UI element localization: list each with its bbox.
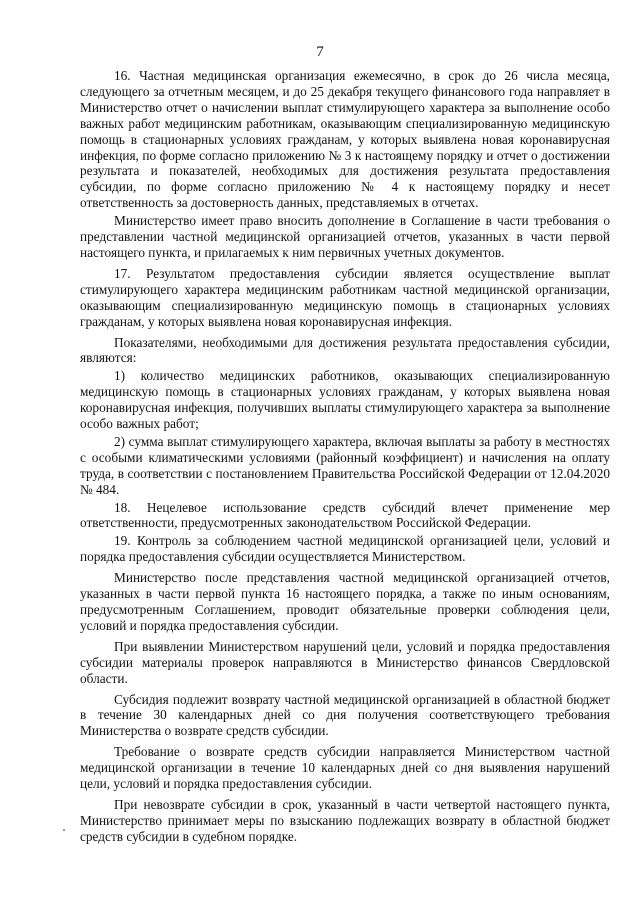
paragraph-17: 17. Результатом предоставления субсидии является осуществление выплат стимулирующего характера медицинским работникам частной медицинской организации, оказывающим специализированную медицинскую помощь в стационарных условиях гражданам, у которых выявлена новая коронавирусная инфекция.	[80, 265, 610, 329]
paragraph-19-requirement: Требование о возврате средств субсидии направляется Министерством частной медицинской организации в течение 10 календарных дней со дня выявления нарушений цели, условий и порядка предоставления субсидии.	[80, 744, 610, 792]
paragraph-19: 19. Контроль за соблюдением частной медицинской организацией цели, условий и порядка предоставления субсидии осуществляется Министерством.	[80, 533, 610, 565]
paragraph-19-refund: Субсидия подлежит возврату частной медицинской организацией в областной бюджет в течение 30 календарных дней со дня получения соответствующего требования Министерства о возврате средств субсидии.	[80, 691, 610, 739]
paragraph-19-violations: При выявлении Министерством нарушений цели, условий и порядка предоставления субсидии материалы проверок направляются в Министерство финансов Свердловской области.	[80, 638, 610, 686]
paragraph-16-addition: Министерство имеет право вносить дополнение в Соглашение в части требования о представлении частной медицинской организацией отчетов, указанных в части первой настоящего пункта, и прилагаемых к ним первичных учетных документов.	[80, 213, 610, 260]
paragraph-19-recovery: При невозврате субсидии в срок, указанный в части четвертой настоящего пункта, Министерство принимает меры по взысканию подлежащих возврату в областной бюджет средств субсидии в судебном порядке.	[80, 796, 610, 844]
paragraph-indicator-2: 2) сумма выплат стимулирующего характера, включая выплаты за работу в местностях с особыми климатическими условиями (районный коэффициент) и начисления на оплату труда, в соответствии с постановлением Правительства Российской Федерации от 12.04.2020 № 484.	[80, 433, 610, 497]
paragraph-19-checks: Министерство после представления частной медицинской организацией отчетов, указанных в части первой пункта 16 настоящего порядка, а также по иным основаниям, предусмотренным Соглашением, проводит обязательные проверки соблюдения цели, условий и порядка предоставления субсидии.	[80, 570, 610, 633]
document-body	[80, 68, 610, 847]
paragraph-indicator-1: 1) количество медицинских работников, оказывающих специализированную медицинскую помощь в стационарных условиях гражданам, у которых выявлена новая коронавирусная инфекция, получивших выплаты стимулирующего характера за выполнение особо важных работ;	[80, 368, 610, 432]
page-number: 7	[316, 44, 324, 60]
paragraph-16: 16. Частная медицинская организация ежемесячно, в срок до 26 числа месяца, следующего за отчетным месяцем, и до 25 декабря текущего финансового года направляет в Министерство отчет о начислении выплат стимулирующего характера за выполнение особо важных работ медицинским работникам, оказывающим специализированную медицинскую помощь в стационарных условиях гражданам, у которых выявлена новая коронавирусная инфекция, по форме согласно приложению № 3 к настоящему порядку и отчет о достижении результата и показателей, необходимых для достижения результата предоставления субсидии, по форме согласно приложению № 4 к настоящему порядку и несет ответственность за достоверность данных, представляемых в отчетах.	[80, 68, 610, 211]
paragraph-indicators-intro: Показателями, необходимыми для достижения результата предоставления субсидии, являются:	[80, 334, 610, 366]
paragraph-18: 18. Нецелевое использование средств субсидий влечет применение мер ответственности, предусмотренных законодательством Российской Федерации.	[80, 499, 610, 531]
scan-speck	[63, 829, 65, 831]
